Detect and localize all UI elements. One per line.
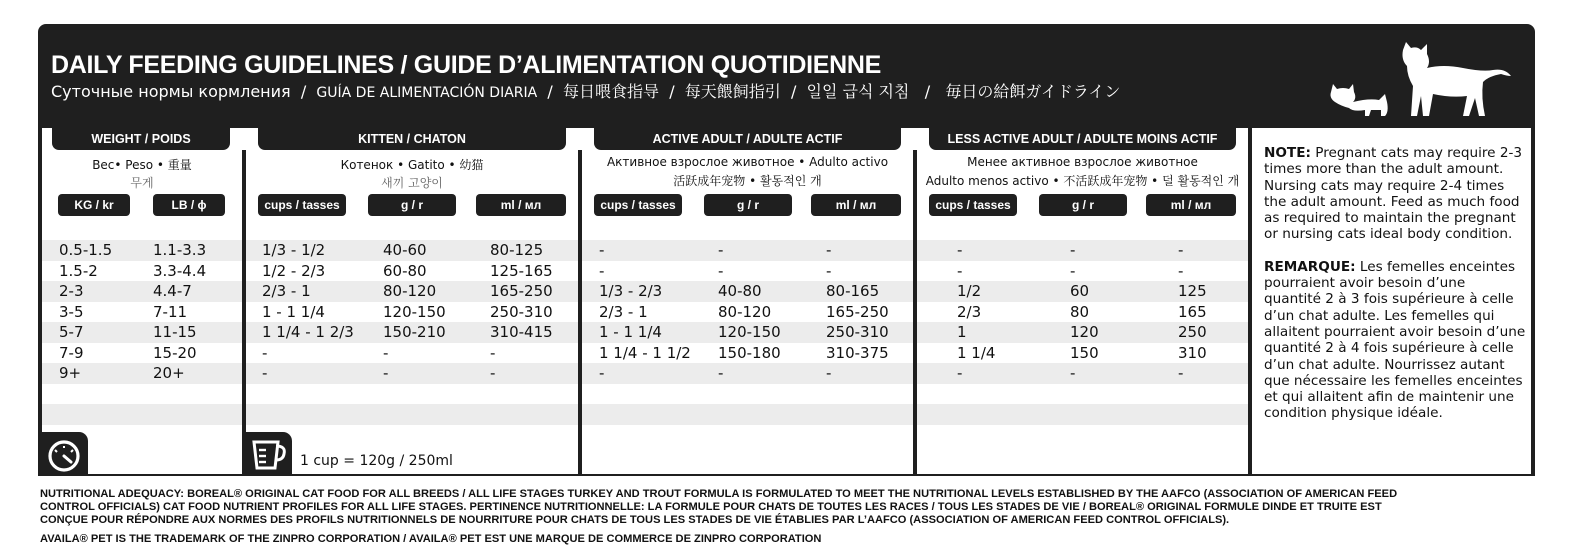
- table-cell-a-ml: -: [826, 364, 832, 382]
- table-cell-k-cups: 1 1/4 - 1 2/3: [262, 323, 354, 341]
- table-cell-lb: 7-11: [153, 302, 188, 321]
- row-stripe: [582, 404, 913, 425]
- active-sub-2: 活跃成年宠物 • 활동적인 개: [673, 174, 822, 188]
- table-cell-lb: 11-15: [153, 323, 197, 341]
- table-cell-l-ml: 310: [1178, 343, 1207, 362]
- table-cell-a-cups: -: [599, 241, 605, 259]
- table-cell-l-cups: 1: [957, 323, 967, 341]
- note-fr-label: REMARQUE:: [1264, 258, 1356, 275]
- table-cell-a-ml: -: [826, 261, 832, 280]
- subtitle-es: GUÍA DE ALIMENTACIÓN DIARIA: [316, 85, 538, 101]
- table-cell-k-cups: -: [262, 364, 268, 382]
- table-cell-k-g: 40-60: [383, 241, 427, 259]
- table-cell-a-ml: 80-165: [826, 282, 880, 300]
- weight-sub-1: Вес• Peso • 重量: [92, 158, 192, 172]
- cup-icon-box: [242, 432, 292, 476]
- table-cell-a-g: 80-120: [718, 302, 772, 321]
- page-title: DAILY FEEDING GUIDELINES / GUIDE D’ALIMENTATION QUOTIDIENNE: [51, 51, 882, 79]
- table-cell-a-g: -: [718, 364, 724, 382]
- table-cell-l-cups: -: [957, 364, 963, 382]
- trademark-statement: AVAILA® PET IS THE TRADEMARK OF THE ZINPRO CORPORATION / AVAILA® PET EST UNE MARQUE DE COMMERCE DE ZINPRO CORPORATION: [40, 533, 822, 545]
- scale-icon-box: [38, 432, 88, 476]
- unit-cups: cups / tasses: [258, 194, 346, 216]
- row-stripe: [917, 404, 1248, 425]
- tab-kitten: KITTEN / CHATON: [258, 128, 566, 150]
- weight-sub-2: 무게: [130, 176, 154, 190]
- table-cell-a-g: -: [718, 261, 724, 280]
- note-en-label: NOTE:: [1264, 145, 1311, 161]
- kitten-sub-2: 새끼 고양이: [381, 176, 443, 190]
- row-stripe: [917, 363, 1248, 384]
- note-block: [1264, 145, 1526, 422]
- subtitle-sep: /: [790, 82, 797, 101]
- scale-icon: [38, 432, 88, 476]
- table-cell-l-ml: -: [1178, 261, 1184, 280]
- unit-g: g / r: [368, 194, 456, 216]
- table-cell-l-g: 60: [1070, 282, 1090, 300]
- table-cell-l-ml: 250: [1178, 323, 1207, 341]
- subtitle-ko: 일일 급식 지침: [806, 82, 910, 101]
- subtitle-zh-simplified: 每日喂食指导: [562, 82, 659, 101]
- tab-weight: WEIGHT / POIDS: [52, 128, 230, 150]
- row-stripe: [917, 240, 1248, 261]
- table-cell-k-ml: -: [490, 364, 496, 382]
- unit-ml: ml / мл: [811, 194, 901, 216]
- table-cell-a-cups: -: [599, 261, 605, 280]
- table-cell-k-cups: 1/2 - 2/3: [262, 261, 326, 280]
- kitten-sub-1: Котенок • Gatito • 幼猫: [340, 158, 484, 172]
- row-stripe: [246, 404, 578, 425]
- table-cell-l-ml: 165: [1178, 302, 1207, 321]
- tab-active-adult: ACTIVE ADULT / ADULTE ACTIF: [594, 128, 901, 150]
- table-cell-k-ml: 80-125: [490, 241, 544, 259]
- table-cell-a-cups: 2/3 - 1: [599, 302, 648, 321]
- row-stripe: [246, 363, 578, 384]
- unit-lb: LB / ϕ: [153, 194, 225, 216]
- table-cell-k-g: -: [383, 343, 389, 362]
- table-cell-l-g: -: [1070, 261, 1076, 280]
- table-cell-k-cups: 1/3 - 1/2: [262, 241, 326, 259]
- table-cell-a-cups: 1/3 - 2/3: [599, 282, 663, 300]
- table-cell-a-g: 120-150: [718, 323, 781, 341]
- table-cell-l-cups: 1 1/4: [957, 343, 996, 362]
- note-fr-text: Les femelles enceintes pourraient avoir besoin d’une quantité 2 à 3 fois supérieure à celle d’un chat adulte. Les femelles qui allaitent pourraient avoir besoin d’une quantité 2 à 4 fois supérieure à celle d’un chat adulte. Nourrissez autant que nécessaire les femelles enceintes et qui allaitent afin de maintenir une condition physique idéale.: [1264, 258, 1526, 422]
- table-cell-l-g: 120: [1070, 323, 1099, 341]
- table-cell-a-cups: -: [599, 364, 605, 382]
- unit-ml: ml / мл: [476, 194, 566, 216]
- unit-ml: ml / мл: [1146, 194, 1236, 216]
- nutritional-adequacy-line-1: NUTRITIONAL ADEQUACY: BOREAL® ORIGINAL CAT FOOD FOR ALL BREEDS / ALL LIFE STAGES TURKEY AND TROUT FORMULA IS FORMULATED TO MEET THE NUTRITIONAL LEVELS ESTABLISHED BY THE AAFCO (ASSOCIATION OF AMERICAN FEED: [40, 488, 1398, 500]
- table-cell-kg: 7-9: [59, 343, 84, 362]
- table-cell-l-g: 80: [1070, 302, 1090, 321]
- table-cell-a-cups: 1 1/4 - 1 1/2: [599, 343, 691, 362]
- table-cell-a-ml: 165-250: [826, 302, 889, 321]
- row-stripe: [582, 240, 913, 261]
- table-cell-lb: 4.4-7: [153, 282, 192, 300]
- table-cell-k-ml: 125-165: [490, 261, 553, 280]
- table-cell-a-cups: 1 - 1 1/4: [599, 323, 662, 341]
- table-cell-lb: 15-20: [153, 343, 197, 362]
- unit-g: g / r: [1039, 194, 1127, 216]
- table-cell-l-g: -: [1070, 241, 1076, 259]
- table-cell-kg: 1.5-2: [59, 261, 98, 280]
- table-cell-k-g: 150-210: [383, 323, 446, 341]
- table-cell-lb: 1.1-3.3: [153, 241, 207, 259]
- table-cell-k-cups: 2/3 - 1: [262, 282, 311, 300]
- table-cell-kg: 0.5-1.5: [59, 241, 113, 259]
- page-subtitle: [51, 79, 1120, 102]
- table-cell-k-ml: -: [490, 343, 496, 362]
- unit-g: g / r: [704, 194, 792, 216]
- measuring-cup-icon: [242, 432, 292, 476]
- table-cell-kg: 9+: [59, 364, 82, 382]
- table-cell-k-g: 60-80: [383, 261, 427, 280]
- subtitle-sep: /: [547, 82, 553, 101]
- table-cell-l-g: -: [1070, 364, 1076, 382]
- table-cell-lb: 3.3-4.4: [153, 261, 207, 280]
- table-cell-k-g: 80-120: [383, 282, 437, 300]
- table-cell-l-cups: -: [957, 241, 963, 259]
- row-stripe: [582, 363, 913, 384]
- table-cell-kg: 5-7: [59, 323, 84, 341]
- table-cell-l-cups: -: [957, 261, 963, 280]
- header-banner: [38, 24, 1535, 128]
- table-cell-k-ml: 250-310: [490, 302, 553, 321]
- table-cell-a-g: 150-180: [718, 343, 781, 362]
- nutritional-adequacy-line-3: CONÇUE POUR RÉPONDRE AUX NORMES DES PROFILS NUTRITIONNELS DE NOURRITURE POUR CHATS DE TOUS LES STADES DE VIE ÉTABLIES PAR L’AAFCO (ASSOCIATION OF AMERICAN FEED CONTROL OFFICIALS).: [40, 514, 1230, 526]
- note-en-text: Pregnant cats may require 2-3 times more than the adult amount. Nursing cats may require 2-4 times the adult amount. Feed as much food as required to maintain the pregnant or nursing cats ideal body condition.: [1264, 145, 1523, 243]
- active-sub-1: Активное взрослое животное • Adulto activo: [606, 155, 889, 169]
- subtitle-sep: /: [924, 82, 931, 101]
- table-cell-k-ml: 165-250: [490, 282, 553, 300]
- table-cell-a-ml: -: [826, 241, 832, 259]
- cats-silhouette-icon: [1323, 42, 1513, 116]
- table-cell-k-cups: -: [262, 343, 268, 362]
- unit-cups: cups / tasses: [929, 194, 1017, 216]
- subtitle-ru: Суточные нормы кормления: [51, 82, 291, 101]
- unit-cups: cups / tasses: [594, 194, 682, 216]
- row-stripe: [42, 404, 242, 425]
- table-cell-a-ml: 250-310: [826, 323, 889, 341]
- nutritional-adequacy-line-2: CONTROL OFFICIALS) CAT FOOD NUTRIENT PROFILES FOR ALL LIFE STAGES. PERTINENCE NUTRITIONNELLE: LA FORMULE POUR CHATS DE TOUTES LES RACES / TOUS LES STADES DE VIE / BOREAL® ORIGINAL FORMULE DINDE ET TRUITE EST: [40, 501, 1382, 513]
- table-cell-lb: 20+: [153, 364, 185, 382]
- table-cell-l-cups: 2/3: [957, 302, 982, 321]
- table-cell-k-g: 120-150: [383, 302, 446, 321]
- table-cell-a-ml: 310-375: [826, 343, 889, 362]
- table-cell-l-ml: 125: [1178, 282, 1207, 300]
- table-cell-l-cups: 1/2: [957, 282, 982, 300]
- less-sub-1: Менее активное взрослое животное: [967, 155, 1198, 169]
- table-cell-k-ml: 310-415: [490, 323, 553, 341]
- note-fr: [1264, 259, 1526, 422]
- tab-less-active-adult: LESS ACTIVE ADULT / ADULTE MOINS ACTIF: [929, 128, 1236, 150]
- table-cell-kg: 2-3: [59, 282, 84, 300]
- table-cell-a-g: -: [718, 241, 724, 259]
- subtitle-zh-traditional: 每天餵飼指引: [684, 82, 781, 101]
- table-cell-l-ml: -: [1178, 364, 1184, 382]
- subtitle-sep: /: [300, 82, 307, 101]
- unit-kg: KG / kr: [58, 194, 130, 216]
- table-cell-k-g: -: [383, 364, 389, 382]
- table-cell-l-g: 150: [1070, 343, 1099, 362]
- table-cell-l-ml: -: [1178, 241, 1184, 259]
- cup-conversion-note: 1 cup = 120g / 250ml: [300, 453, 453, 469]
- table-cell-a-g: 40-80: [718, 282, 762, 300]
- table-cell-kg: 3-5: [59, 302, 84, 321]
- less-sub-2: Adulto menos activo • 不活跃成年宠物 • 덜 활동적인 개: [925, 174, 1240, 188]
- subtitle-sep: /: [669, 82, 675, 101]
- subtitle-ja: 毎日の給餌ガイドライン: [945, 82, 1121, 101]
- table-cell-k-cups: 1 - 1 1/4: [262, 302, 325, 321]
- note-en: [1264, 145, 1526, 243]
